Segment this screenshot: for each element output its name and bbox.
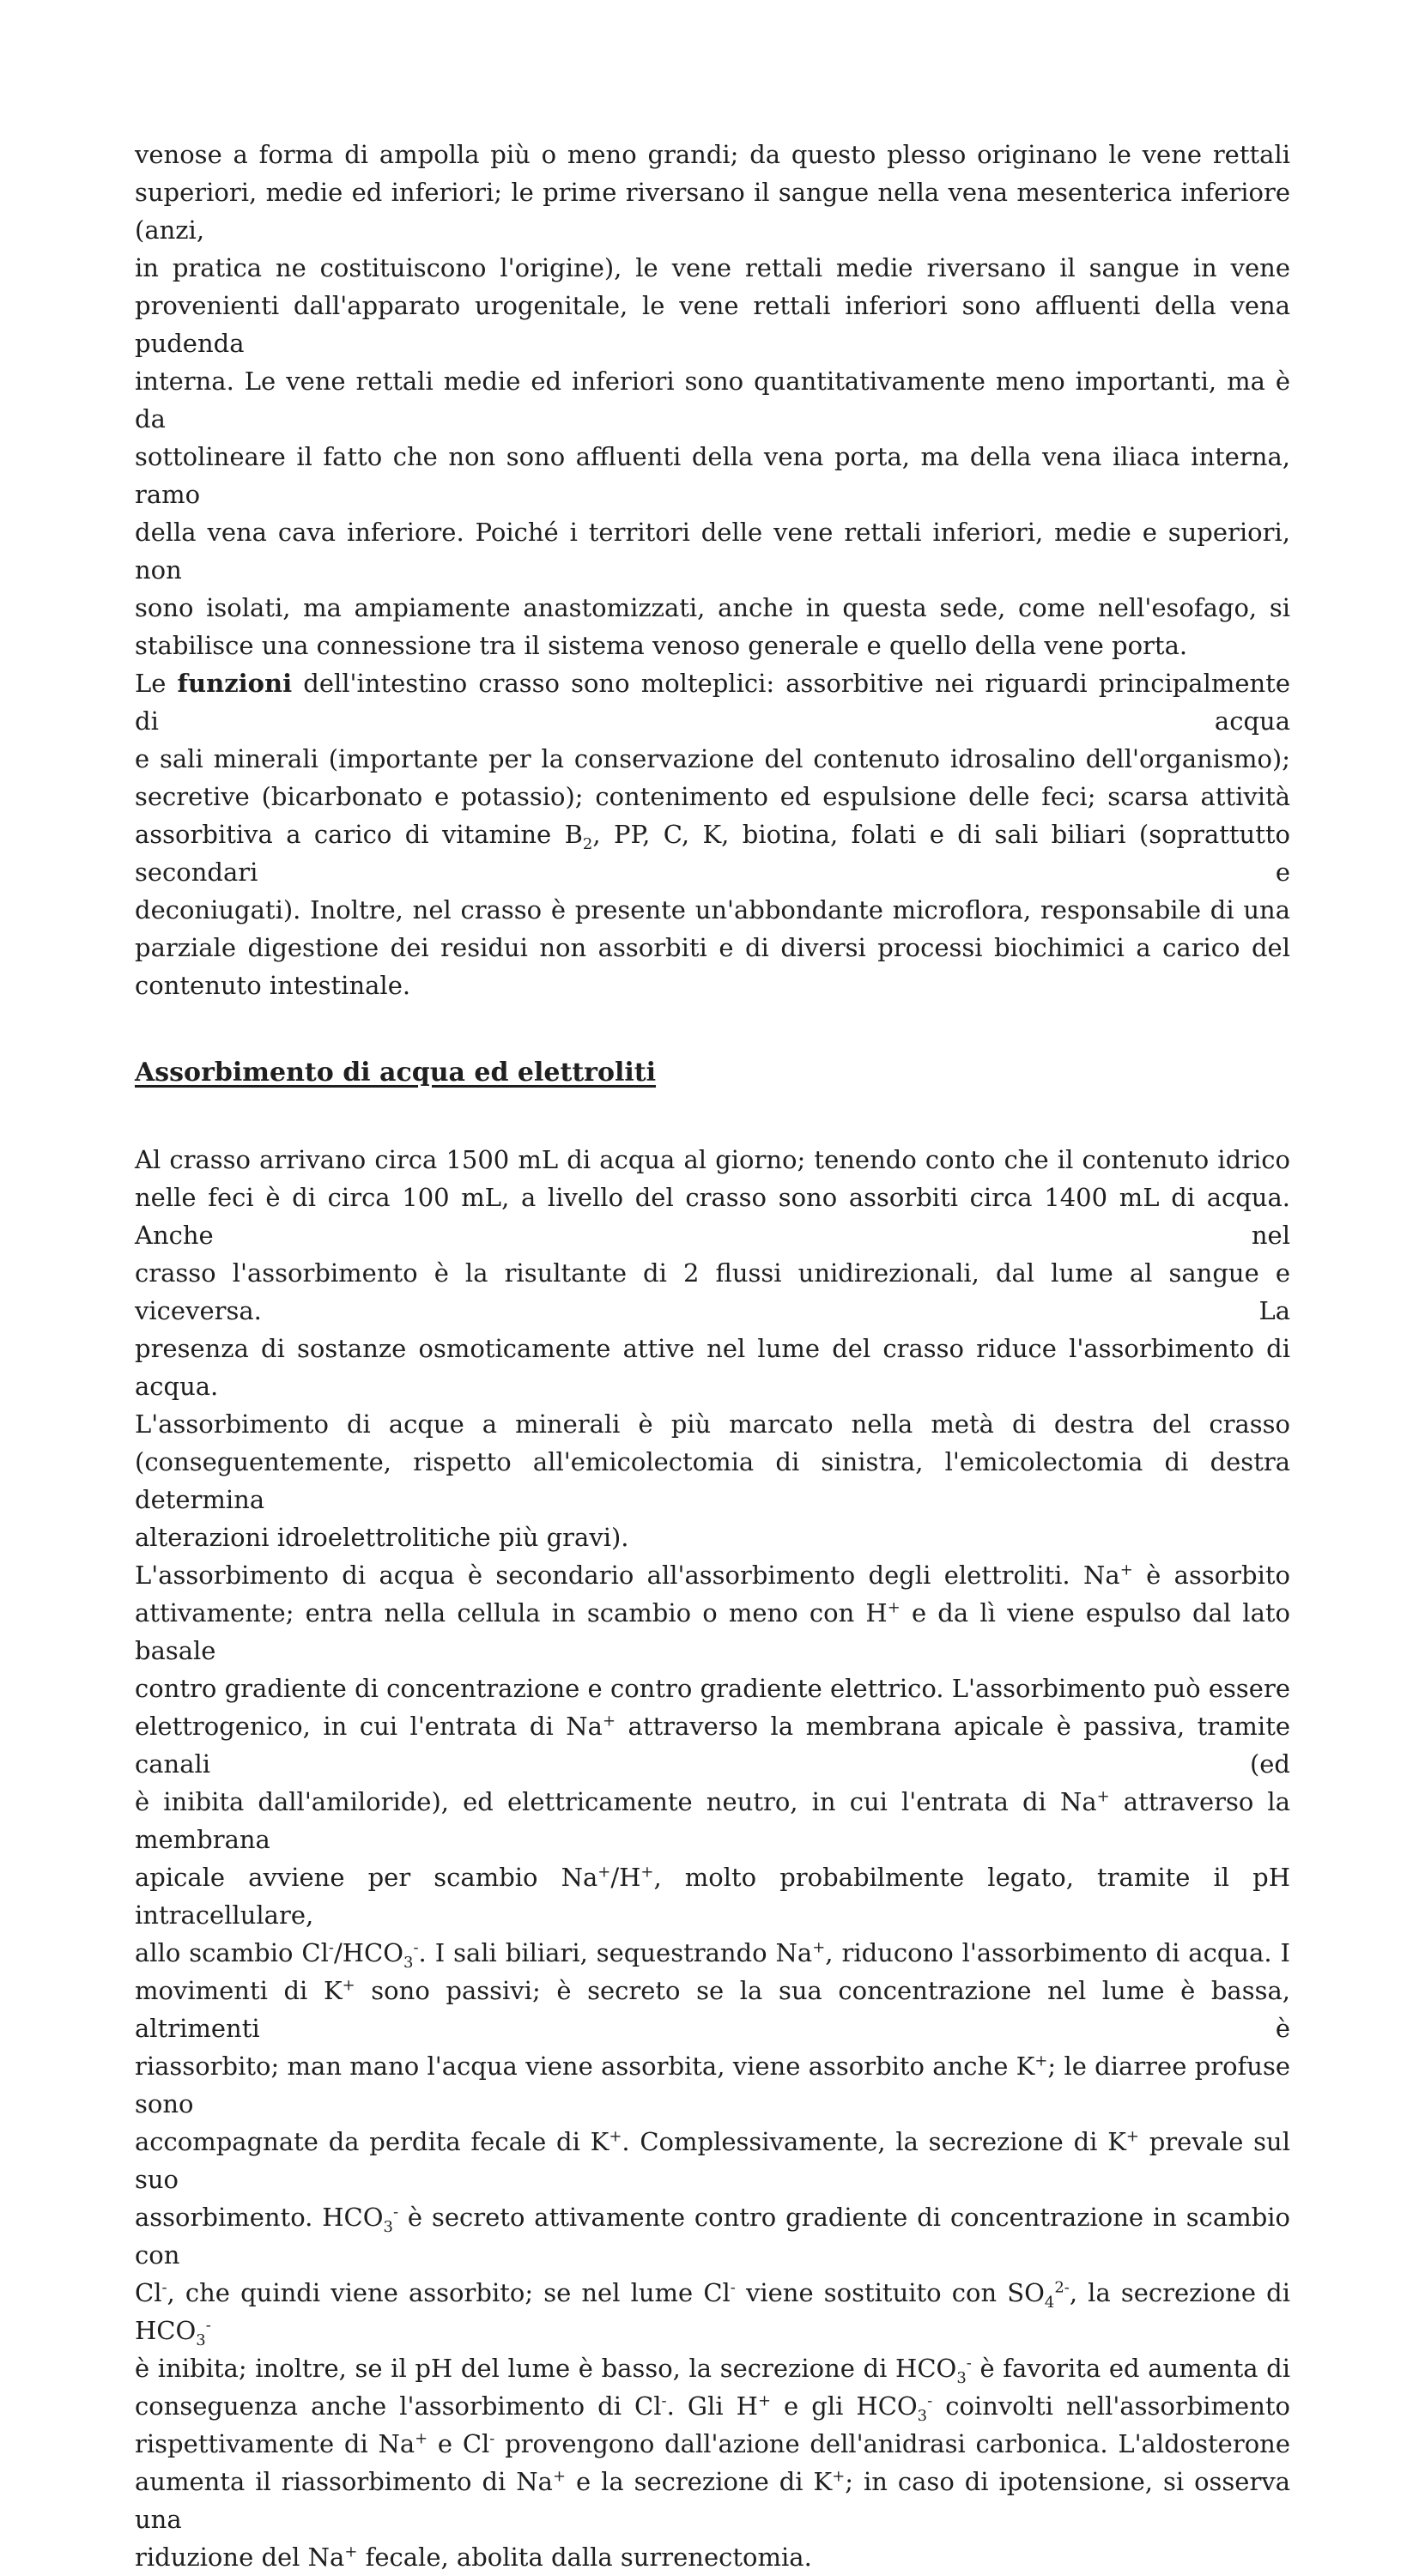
text-line: parziale digestione dei residui non assorbiti e di diversi processi biochimici a carico del [135, 933, 1290, 962]
superscript: + [640, 1863, 654, 1882]
text-line [135, 2349, 1290, 2387]
text-line: in pratica ne costituiscono l'origine), le vene rettali medie riversano il sangue in vene [135, 253, 1290, 282]
text-run: movimenti di K [135, 1976, 343, 2005]
superscript: 2- [1054, 2278, 1070, 2297]
text-run: dell'intestino crasso sono molteplici: assorbitive nei riguardi principalmente di acqua [135, 669, 1290, 736]
text-run: e Cl [428, 2429, 490, 2458]
text-line: presenza di sostanze osmoticamente attive nel lume del crasso riduce l'assorbimento di acqua. [135, 1334, 1290, 1401]
text-run: fecale, abolita dalla surrenectomia. [357, 2543, 812, 2572]
text-run: Cl [135, 2278, 162, 2307]
text-line: stabilisce una connessione tra il sistema venoso generale e quello della vene porta. [135, 631, 1188, 660]
text-line [135, 815, 1290, 891]
subscript: 4 [1044, 2293, 1055, 2312]
superscript: - [966, 2354, 972, 2373]
text-line: secretive (bicarbonato e potassio); contenimento ed espulsione delle feci; scarsa attività [135, 782, 1290, 811]
text-run: , PP, C, K, biotina, folati e di sali biliari (soprattutto secondari e [135, 820, 1290, 887]
text-run: attivamente; entra nella cellula in scambio o meno con H [135, 1598, 888, 1627]
subscript: 3 [403, 1953, 414, 1972]
text-run: riduzione del Na [135, 2543, 345, 2572]
text-run: /H [610, 1863, 641, 1892]
superscript: + [609, 2127, 622, 2146]
superscript: - [413, 1938, 419, 1957]
text-run: . I sali biliari, sequestrando Na [418, 1938, 813, 1967]
superscript: - [661, 2391, 667, 2410]
subscript: 2 [582, 834, 593, 853]
text-run: assorbitiva a carico di vitamine B [135, 820, 583, 849]
superscript: - [927, 2391, 933, 2410]
paragraph-water-absorption [135, 1141, 1290, 1556]
text-run: e da lì viene espulso dal lato basale [135, 1598, 1290, 1665]
text-run: Le [135, 669, 178, 698]
text-run: sono passivi; è secreto se la sua concentrazione nel lume è bassa, altrimenti è [135, 1976, 1290, 2043]
superscript: - [161, 2278, 167, 2297]
text-line: interna. Le vene rettali medie ed inferiori sono quantitativamente meno importanti, ma è da [135, 367, 1290, 433]
subscript: 3 [383, 2217, 393, 2236]
text-line [135, 2198, 1290, 2274]
superscript: - [392, 2203, 399, 2221]
superscript: + [887, 1598, 901, 1617]
text-line: sottolineare il fatto che non sono affluenti della vena porta, ma della vena iliaca interna, ramo [135, 442, 1290, 509]
superscript: + [1119, 1561, 1133, 1579]
text-line: (conseguentemente, rispetto all'emicolectomia di sinistra, l'emicolectomia di destra determina [135, 1447, 1290, 1514]
text-line [135, 2538, 1290, 2576]
superscript: + [342, 1976, 355, 1995]
text-run: viene sostituito con SO [735, 2278, 1045, 2307]
text-run: , che quindi viene assorbito; se nel lume Cl [167, 2278, 731, 2307]
superscript: + [597, 1863, 611, 1882]
superscript: + [415, 2429, 428, 2448]
text-run: . Complessivamente, la secrezione di K [622, 2127, 1126, 2156]
text-run: prevale sul suo [135, 2127, 1290, 2194]
text-run: , riducono l'assorbimento di acqua. I [825, 1938, 1290, 1967]
text-run: coinvolti nell'assorbimento [932, 2391, 1291, 2421]
superscript: + [1096, 1787, 1110, 1806]
text-line: crasso l'assorbimento è la risultante di 2 flussi unidirezionali, dal lume al sangue e viceversa. La [135, 1258, 1290, 1325]
text-line: venose a forma di ampolla più o meno grandi; da questo plesso originano le vene rettali [135, 140, 1290, 169]
text-line [135, 2387, 1290, 2425]
text-line: e sali minerali (importante per la conservazione del contenuto idrosalino dell'organismo); [135, 744, 1290, 773]
text-line: L'assorbimento di acque a minerali è più marcato nella metà di destra del crasso [135, 1409, 1290, 1439]
text-line [135, 1858, 1290, 1934]
text-run: attraverso la membrana apicale è passiva, tramite canali (ed [135, 1712, 1291, 1779]
paragraph-electrolytes [135, 1556, 1290, 2576]
paragraph-rectal-veins [135, 136, 1290, 664]
text-line [135, 664, 1290, 740]
superscript: + [552, 2467, 567, 2486]
text-run: aumenta il riassorbimento di Na [135, 2467, 553, 2496]
text-line: Al crasso arrivano circa 1500 mL di acqua al giorno; tenendo conto che il contenuto idrico [135, 1145, 1290, 1174]
superscript: - [730, 2278, 736, 2297]
superscript: + [344, 2543, 358, 2561]
text-run: , molto probabilmente legato, tramite il pH intracellulare, [135, 1863, 1290, 1930]
text-run: conseguenza anche l'assorbimento di Cl [135, 2391, 662, 2421]
section-heading: Assorbimento di acqua ed elettroliti [135, 1058, 657, 1088]
text-line: contenuto intestinale. [135, 971, 411, 1000]
text-line: contro gradiente di concentrazione e contro gradiente elettrico. L'assorbimento può essere [135, 1674, 1290, 1703]
text-line: della vena cava inferiore. Poiché i territori delle vene rettali inferiori, medie e superiori, non [135, 518, 1290, 585]
text-line [135, 2274, 1290, 2349]
superscript: + [812, 1938, 826, 1957]
text-line [135, 1972, 1290, 2047]
superscript: + [602, 1712, 616, 1730]
paragraph-functions [135, 664, 1290, 1004]
superscript: + [757, 2391, 771, 2410]
subscript: 3 [196, 2331, 206, 2349]
text-run: è inibita; inoltre, se il pH del lume è basso, la secrezione di HCO [135, 2354, 957, 2383]
text-line [135, 2123, 1290, 2198]
text-line [135, 2425, 1290, 2463]
text-line: nelle feci è di circa 100 mL, a livello del crasso sono assorbiti circa 1400 mL di acqua. Anche nel [135, 1183, 1290, 1250]
text-run: allo scambio Cl [135, 1938, 329, 1967]
text-run: apicale avviene per scambio Na [135, 1863, 598, 1892]
text-run: , la secrezione di HCO [135, 2278, 1290, 2345]
text-line [135, 1556, 1290, 1594]
subscript: 3 [917, 2406, 928, 2425]
superscript: - [205, 2316, 211, 2335]
text-line [135, 1783, 1290, 1858]
superscript: - [489, 2429, 495, 2448]
text-run: è assorbito [1132, 1561, 1290, 1590]
text-run: L'assorbimento di acqua è secondario all'assorbimento degli elettroliti. Na [135, 1561, 1120, 1590]
text-run: ; le diarree profuse sono [135, 2052, 1290, 2118]
text-run: è inibita dall'amiloride), ed elettricamente neutro, in cui l'entrata di Na [135, 1787, 1097, 1816]
text-run: accompagnate da perdita fecale di K [135, 2127, 609, 2156]
text-line [135, 1594, 1290, 1670]
text-run: è favorita ed aumenta di [971, 2354, 1290, 2383]
text-run: . Gli H [666, 2391, 758, 2421]
text-run: attraverso la membrana [135, 1787, 1290, 1854]
superscript: - [328, 1938, 334, 1957]
text-line [135, 1934, 1290, 1972]
text-line [135, 1707, 1290, 1783]
text-run: provengono dall'azione dell'anidrasi carbonica. L'aldosterone [494, 2429, 1290, 2458]
text-run: assorbimento. HCO [135, 2203, 384, 2232]
text-run: rispettivamente di Na [135, 2429, 415, 2458]
text-line: sono isolati, ma ampiamente anastomizzati, anche in questa sede, come nell'esofago, si [135, 593, 1290, 622]
text-run: /HCO [333, 1938, 403, 1967]
superscript: + [1034, 2052, 1048, 2070]
text-run: ; in caso di ipotensione, si osserva una [135, 2467, 1290, 2534]
text-line: provenienti dall'apparato urogenitale, le vene rettali inferiori sono affluenti della vena pudenda [135, 291, 1290, 358]
text-line [135, 2047, 1290, 2123]
text-line: superiori, medie ed inferiori; le prime riversano il sangue nella vena mesenterica inferiore (anzi, [135, 178, 1290, 245]
text-line [135, 2463, 1290, 2538]
text-run: e gli HCO [771, 2391, 918, 2421]
subscript: 3 [956, 2368, 967, 2387]
superscript: + [1125, 2127, 1139, 2146]
text-line: alterazioni idroelettrolitiche più gravi). [135, 1523, 629, 1552]
superscript: + [832, 2467, 846, 2486]
text-run: elettrogenico, in cui l'entrata di Na [135, 1712, 603, 1741]
text-line: deconiugati). Inoltre, nel crasso è presente un'abbondante microflora, responsabile di una [135, 895, 1290, 924]
text-run: e la secrezione di K [566, 2467, 833, 2496]
keyword-funzioni: funzioni [177, 669, 293, 698]
text-run: riassorbito; man mano l'acqua viene assorbita, viene assorbito anche K [135, 2052, 1035, 2081]
text-run: è secreto attivamente contro gradiente di concentrazione in scambio con [135, 2203, 1291, 2270]
